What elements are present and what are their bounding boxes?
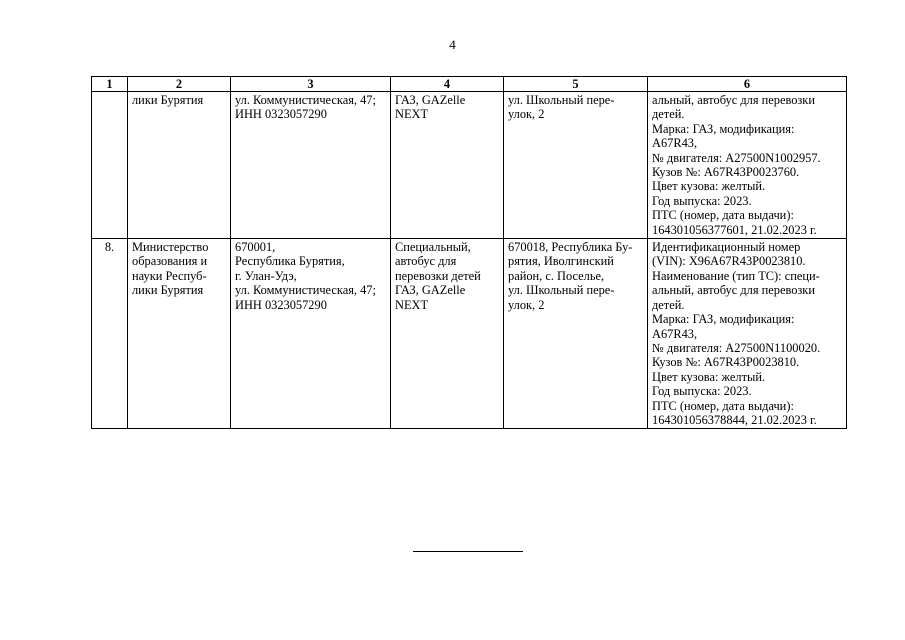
header-row [92, 77, 847, 92]
cell-text-line: ул. Школьный пере- [508, 283, 615, 298]
footnote-divider [413, 551, 523, 552]
cell-text-line: Цвет кузова: желтый. [652, 369, 766, 384]
column-header-1: 1 [92, 77, 128, 92]
column-header-5: 5 [504, 77, 648, 92]
cell-text-line: Марка: ГАЗ, модификация: [652, 312, 795, 327]
cell-text-line: науки Респуб- [132, 268, 207, 283]
cell-text-line: Наименование (тип ТС): специ- [652, 268, 820, 283]
cell-text-line: NEXT [395, 107, 429, 122]
cell-text-line: Кузов №: А67R43Р0023810. [652, 355, 800, 370]
cell-text-line: Кузов №: А67R43Р0023760. [652, 165, 800, 180]
cell-text-line: Идентификационный номер [652, 240, 801, 255]
cell-text-line: ГАЗ, GAZelle [395, 93, 466, 107]
cell-text-line: № двигателя: А27500N1002957. [652, 150, 821, 165]
cell-text-line: А67R43, [652, 326, 698, 341]
table-header [92, 77, 847, 92]
organization-cell [128, 239, 231, 429]
cell-text-line: альный, автобус для перевозки [652, 283, 815, 298]
cell-text-line: ИНН 0323057290 [235, 107, 327, 122]
column-header-2: 2 [128, 77, 231, 92]
cell-text-line: Цвет кузова: желтый. [652, 179, 766, 194]
cell-text-line: Год выпуска: 2023. [652, 193, 752, 208]
cell-text-line: ИНН 0323057290 [235, 297, 327, 312]
vehicle-cell [391, 239, 504, 429]
column-header-6: 6 [648, 77, 847, 92]
cell-text-line: г. Улан-Удэ, [235, 268, 297, 283]
cell-text-line: ул. Школьный пере- [508, 93, 615, 107]
column-header-4: 4 [391, 77, 504, 92]
column-header-3: 3 [231, 77, 391, 92]
cell-text-line: 164301056378844, 21.02.2023 г. [652, 412, 817, 427]
location-cell [504, 239, 648, 429]
cell-text-line: ул. Коммунистическая, 47; [235, 93, 376, 107]
cell-text-line: автобус для [395, 254, 457, 269]
organization-cell [128, 92, 231, 239]
cell-text-line: Марка: ГАЗ, модификация: [652, 121, 795, 136]
registry-table [91, 76, 847, 429]
cell-text-line: детей. [652, 297, 685, 312]
cell-text-line: рятия, Иволгинский [508, 254, 614, 269]
row-number-cell [92, 92, 128, 239]
cell-text-line: район, с. Поселье, [508, 268, 605, 283]
cell-text-line: образования и [132, 254, 208, 269]
vehicle-cell [391, 92, 504, 239]
cell-text-line: ул. Коммунистическая, 47; [235, 283, 376, 298]
cell-text-line: детей. [652, 107, 685, 122]
cell-text-line: перевозки детей [395, 268, 481, 283]
cell-text-line: Министерство [132, 240, 209, 255]
cell-text-line: ПТС (номер, дата выдачи): [652, 208, 794, 223]
address-cell [231, 92, 391, 239]
row-number-cell [92, 239, 128, 429]
cell-text-line: альный, автобус для перевозки [652, 93, 815, 107]
cell-text-line: А67R43, [652, 136, 698, 151]
page-number: 4 [449, 37, 456, 52]
table-row [92, 239, 847, 429]
cell-text-line: ГАЗ, GAZelle [395, 283, 466, 298]
cell-text-line: NEXT [395, 297, 429, 312]
table-body [92, 92, 847, 429]
cell-text-line: ПТС (номер, дата выдачи): [652, 398, 794, 413]
cell-text-line: 670001, [235, 240, 276, 255]
cell-text-line: № двигателя: А27500N1100020. [652, 340, 821, 355]
cell-text-line: 670018, Республика Бу- [508, 240, 633, 255]
cell-text-line: улок, 2 [508, 297, 545, 312]
cell-text-line: лики Бурятия [132, 283, 204, 298]
cell-text-line: Республика Бурятия, [235, 254, 345, 269]
location-cell [504, 92, 648, 239]
cell-text-line: Год выпуска: 2023. [652, 384, 752, 399]
cell-text-line: Специальный, [395, 240, 471, 255]
cell-text-line: улок, 2 [508, 107, 545, 122]
cell-text-line: 164301056377601, 21.02.2023 г. [652, 222, 817, 237]
vehicle-details-cell [648, 92, 847, 239]
cell-text-line: 8. [104, 240, 115, 255]
cell-text-line: (VIN): X96А67R43Р0023810. [652, 254, 806, 269]
table-row [92, 92, 847, 239]
vehicle-details-cell [648, 239, 847, 429]
address-cell [231, 239, 391, 429]
cell-text-line: лики Бурятия [132, 93, 204, 107]
